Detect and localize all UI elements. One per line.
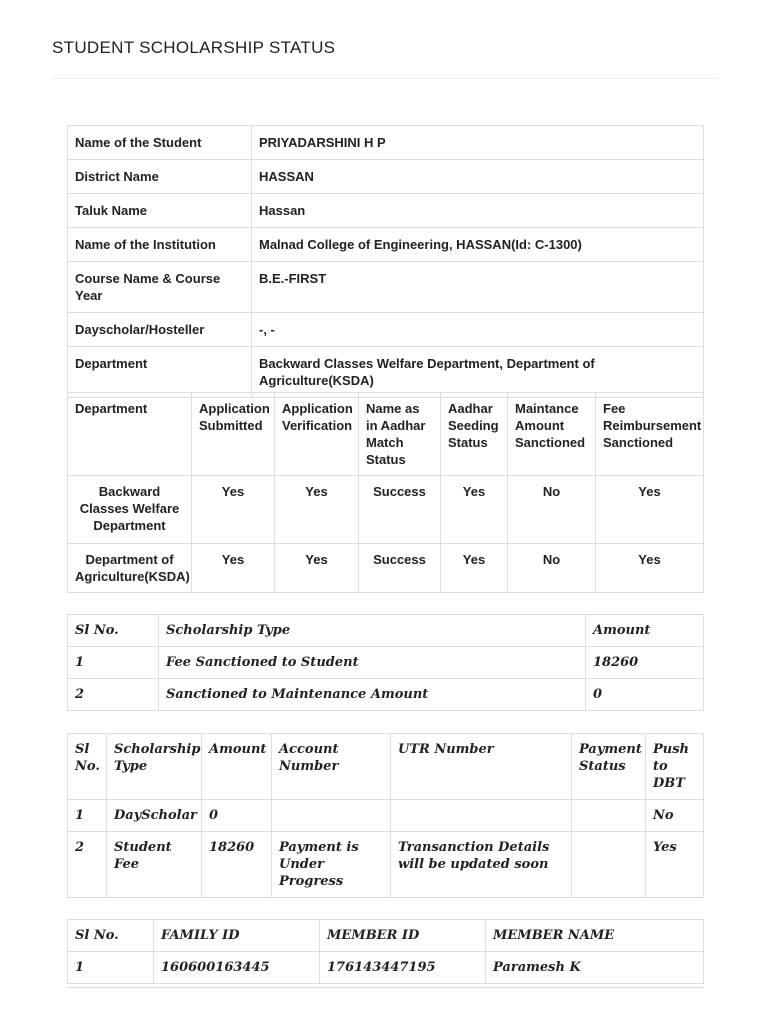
application-status-table bbox=[67, 392, 704, 593]
table-cell: 18260 bbox=[202, 832, 272, 898]
status-header-row bbox=[68, 393, 704, 476]
info-value: Backward Classes Welfare Department, Department of Agriculture(KSDA) bbox=[252, 347, 704, 398]
table-row bbox=[68, 952, 704, 984]
column-header: Amount bbox=[586, 615, 704, 647]
column-header: Sl No. bbox=[68, 734, 107, 800]
table-cell: Yes bbox=[596, 476, 704, 544]
info-row-student-name bbox=[68, 126, 704, 160]
table-cell: 0 bbox=[202, 800, 272, 832]
info-value: Malnad College of Engineering, HASSAN(Id: C-1300) bbox=[252, 228, 704, 262]
table-cell: Backward Classes Welfare Department bbox=[68, 476, 192, 544]
table-cell: Sanctioned to Maintenance Amount bbox=[159, 679, 586, 711]
info-value: HASSAN bbox=[252, 160, 704, 194]
table-cell: Success bbox=[359, 544, 441, 593]
table-cell bbox=[391, 800, 572, 832]
payment-header-row bbox=[68, 734, 704, 800]
table-cell: Transanction Details will be updated soon bbox=[391, 832, 572, 898]
column-header: Application Verification bbox=[275, 393, 359, 476]
column-header: Sl No. bbox=[68, 920, 154, 952]
info-label: Name of the Student bbox=[68, 126, 252, 160]
table-cell: 176143447195 bbox=[320, 952, 486, 984]
table-cell: No bbox=[508, 544, 596, 593]
column-header: Maintance Amount Sanctioned bbox=[508, 393, 596, 476]
title-divider bbox=[52, 78, 718, 79]
table-cell: 1 bbox=[68, 952, 154, 984]
table-row bbox=[68, 647, 704, 679]
table-cell: No bbox=[646, 800, 704, 832]
payment-status-table bbox=[67, 733, 704, 898]
table-cell: Student Fee bbox=[107, 832, 202, 898]
table-cell: 18260 bbox=[586, 647, 704, 679]
table-cell: 1 bbox=[68, 800, 107, 832]
family-header-row bbox=[68, 920, 704, 952]
family-member-table bbox=[67, 919, 704, 984]
info-label: Name of the Institution bbox=[68, 228, 252, 262]
info-value: Hassan bbox=[252, 194, 704, 228]
column-header: Fee Reimbursement Sanctioned bbox=[596, 393, 704, 476]
info-row-institution bbox=[68, 228, 704, 262]
info-label: Taluk Name bbox=[68, 194, 252, 228]
table-cell: Yes bbox=[275, 544, 359, 593]
column-header: Department bbox=[68, 393, 192, 476]
table-cell: Yes bbox=[441, 476, 508, 544]
table-cell: Yes bbox=[192, 476, 275, 544]
table-cell: Yes bbox=[192, 544, 275, 593]
table-cell: No bbox=[508, 476, 596, 544]
column-header: UTR Number bbox=[391, 734, 572, 800]
column-header: MEMBER NAME bbox=[486, 920, 704, 952]
table-cell: Yes bbox=[596, 544, 704, 593]
table-cell: 2 bbox=[68, 832, 107, 898]
table-cell: DayScholar bbox=[107, 800, 202, 832]
info-label: District Name bbox=[68, 160, 252, 194]
info-label: Course Name & Course Year bbox=[68, 262, 252, 313]
info-label: Department bbox=[68, 347, 252, 398]
table-cell: Payment is Under Progress bbox=[272, 832, 391, 898]
table-row bbox=[68, 832, 704, 898]
info-value: PRIYADARSHINI H P bbox=[252, 126, 704, 160]
bottom-divider bbox=[67, 987, 704, 988]
column-header: FAMILY ID bbox=[154, 920, 320, 952]
student-info-table bbox=[67, 125, 704, 398]
table-cell bbox=[272, 800, 391, 832]
table-cell: 0 bbox=[586, 679, 704, 711]
table-row bbox=[68, 544, 704, 593]
table-cell: 1 bbox=[68, 647, 159, 679]
info-value: B.E.-FIRST bbox=[252, 262, 704, 313]
column-header: Aadhar Seeding Status bbox=[441, 393, 508, 476]
column-header: Sl No. bbox=[68, 615, 159, 647]
table-row bbox=[68, 679, 704, 711]
column-header: Account Number bbox=[272, 734, 391, 800]
table-cell bbox=[572, 832, 646, 898]
info-label: Dayscholar/Hosteller bbox=[68, 313, 252, 347]
scholarship-header-row bbox=[68, 615, 704, 647]
column-header: MEMBER ID bbox=[320, 920, 486, 952]
table-cell: Success bbox=[359, 476, 441, 544]
info-value: -, - bbox=[252, 313, 704, 347]
info-row-taluk bbox=[68, 194, 704, 228]
info-row-course bbox=[68, 262, 704, 313]
table-cell: Paramesh K bbox=[486, 952, 704, 984]
table-cell: Department of Agriculture(KSDA) bbox=[68, 544, 192, 593]
column-header: Name as in Aadhar Match Status bbox=[359, 393, 441, 476]
table-cell: Yes bbox=[275, 476, 359, 544]
table-cell: Yes bbox=[646, 832, 704, 898]
page-title: STUDENT SCHOLARSHIP STATUS bbox=[52, 38, 336, 57]
column-header: Scholarship Type bbox=[107, 734, 202, 800]
table-row bbox=[68, 800, 704, 832]
info-row-district bbox=[68, 160, 704, 194]
column-header: Amount bbox=[202, 734, 272, 800]
table-row bbox=[68, 476, 704, 544]
column-header: Application Submitted bbox=[192, 393, 275, 476]
table-cell: Fee Sanctioned to Student bbox=[159, 647, 586, 679]
column-header: Push to DBT bbox=[646, 734, 704, 800]
table-cell bbox=[572, 800, 646, 832]
column-header: Payment Status bbox=[572, 734, 646, 800]
info-row-department bbox=[68, 347, 704, 398]
info-row-dayscholar bbox=[68, 313, 704, 347]
scholarship-amount-table bbox=[67, 614, 704, 711]
column-header: Scholarship Type bbox=[159, 615, 586, 647]
table-cell: 160600163445 bbox=[154, 952, 320, 984]
table-cell: Yes bbox=[441, 544, 508, 593]
table-cell: 2 bbox=[68, 679, 159, 711]
